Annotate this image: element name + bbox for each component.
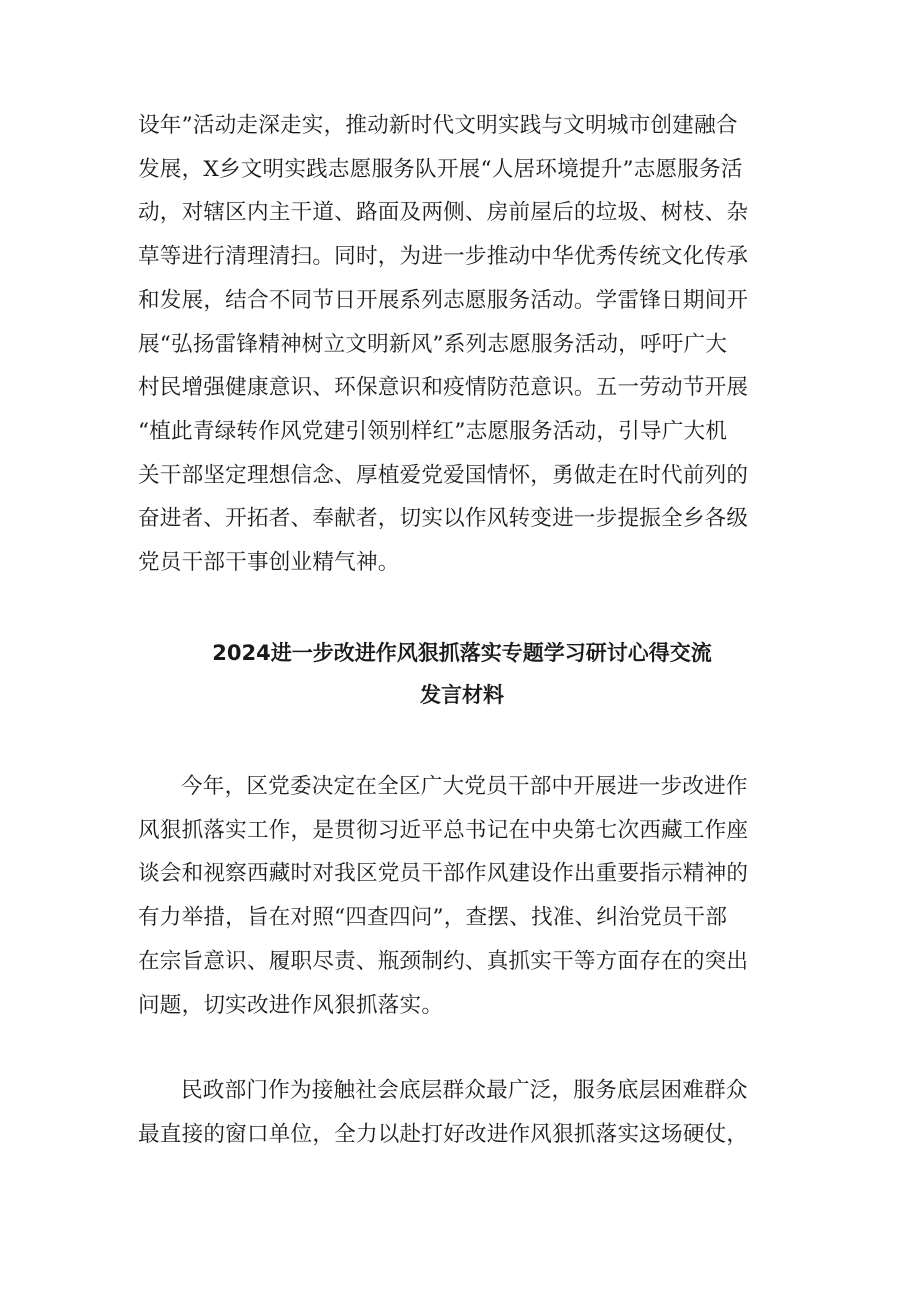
document-title	[138, 632, 786, 716]
paragraph-line: 展“弘扬雷锋精神树立文明新风”系列志愿服务活动，呼吁广大	[138, 331, 728, 357]
paragraph-line: 和发展，结合不同节日开展系列志愿服务活动。学雷锋日期间开	[138, 287, 749, 313]
body-paragraph-3	[138, 1069, 786, 1156]
paragraph-line: 最直接的窗口单位，全力以赴打好改进作风狠抓落实这场硬仗，	[138, 1121, 749, 1147]
paragraph-line: 设年”活动走深走实，推动新时代文明实践与文明城市创建融合	[138, 113, 738, 138]
paragraph-line: 草等进行清理清扫。同时，为进一步推动中华优秀传统文化传承	[138, 244, 749, 270]
paragraph-line: 发展，X乡文明实践志愿服务队开展“人居环境提升”志愿服务活	[138, 156, 743, 182]
body-paragraph-2	[138, 765, 786, 1027]
title-line: 发言材料	[420, 683, 504, 707]
paragraph-line: 今年，区党委决定在全区广大党员干部中开展进一步改进作	[181, 774, 748, 799]
paragraph-line: 村民增强健康意识、环保意识和疫情防范意识。五一劳动节开展	[138, 375, 749, 401]
paragraph-line: 问题，切实改进作风狠抓落实。	[138, 992, 444, 1018]
paragraph-line: 党员干部干事创业精气神。	[138, 550, 400, 576]
title-line: 2024进一步改进作风狠抓落实专题学习研讨心得交流	[212, 641, 712, 665]
paragraph-line: 在宗旨意识、履职尽责、瓶颈制约、真抓实干等方面存在的突出	[138, 948, 749, 974]
paragraph-line: 关干部坚定理想信念、厚植爱党爱国情怀，勇做走在时代前列的	[138, 462, 749, 488]
paragraph-line: “植此青绿转作风党建引领别样红”志愿服务活动，引导广大机	[138, 418, 728, 444]
body-paragraph-1	[138, 104, 786, 585]
paragraph-line: 谈会和视察西藏时对我区党员干部作风建设作出重要指示精神的	[138, 861, 749, 887]
paragraph-line: 奋进者、开拓者、奉献者，切实以作风转变进一步提振全乡各级	[138, 506, 749, 532]
paragraph-line: 有力举措，旨在对照“四查四问”，查摆、找准、纠治党员干部	[138, 905, 728, 931]
paragraph-line: 风狠抓落实工作，是贯彻习近平总书记在中央第七次西藏工作座	[138, 817, 749, 843]
paragraph-line: 动，对辖区内主干道、路面及两侧、房前屋后的垃圾、树枝、杂	[138, 200, 749, 226]
paragraph-line: 民政部门作为接触社会底层群众最广泛，服务底层困难群众	[181, 1078, 748, 1103]
